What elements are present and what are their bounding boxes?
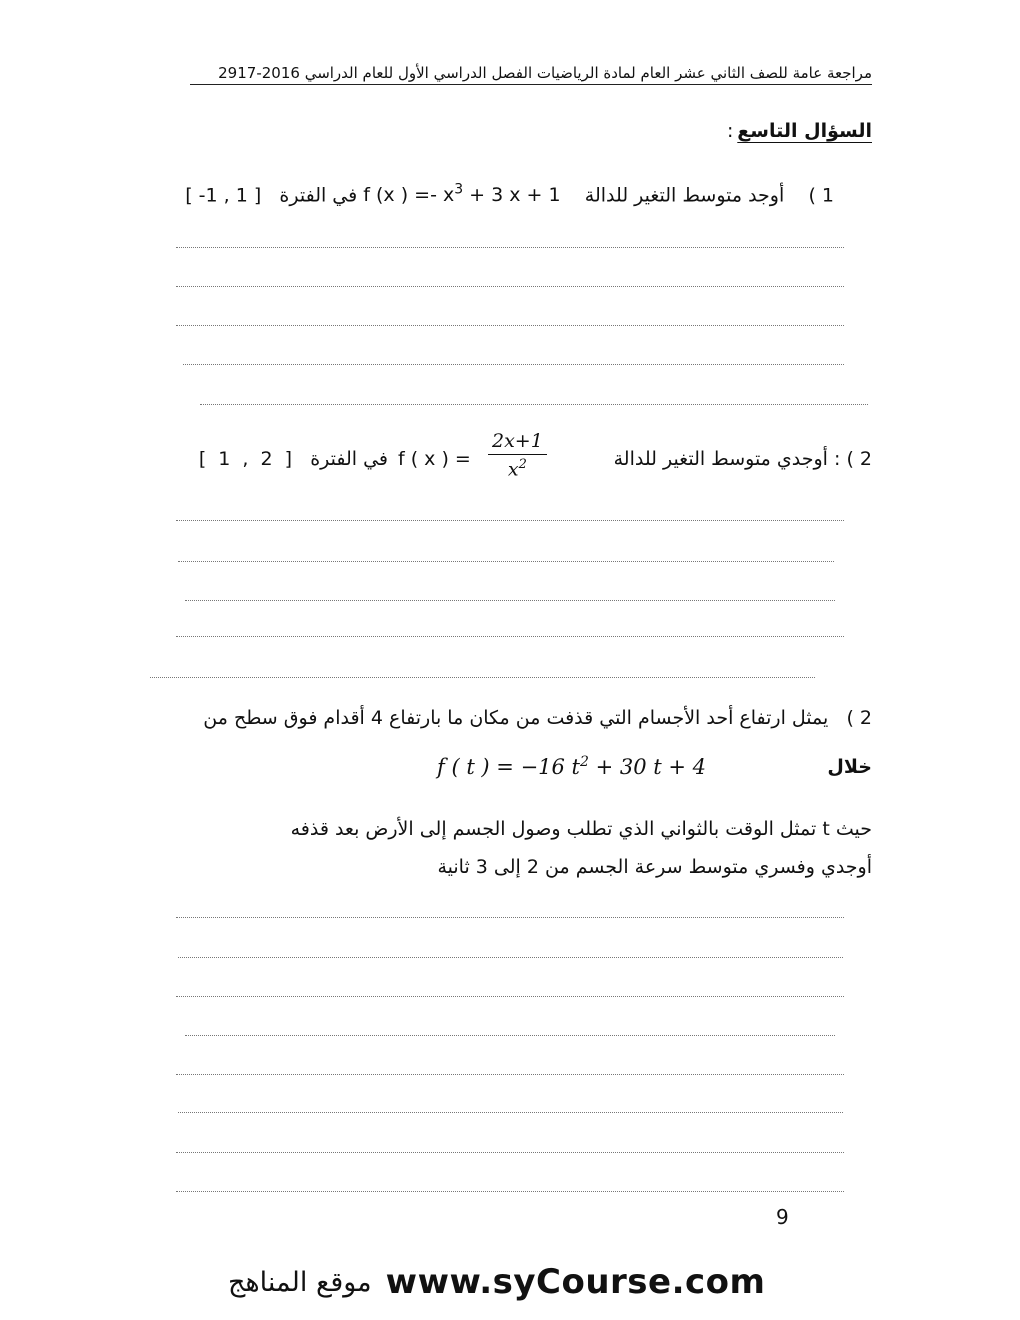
answer-line[interactable] [176,325,844,326]
answer-line[interactable] [185,1035,835,1036]
answer-line[interactable] [178,957,843,958]
q2-label [614,448,872,470]
q2-fraction-numerator: 2x+1 [488,430,547,455]
answer-line[interactable] [178,1112,843,1113]
q1-function: f (x ) =- $x^3 + 3$ x + 1 [363,182,561,207]
question-title: السؤال التاسع [737,120,872,142]
q2-interval-text: في الفترة [310,448,388,470]
q3-equation: f ( t ) = −16 $t^2 + 30$ t + 4 [437,754,707,779]
page-number: 9 [776,1205,789,1229]
question-colon: : [727,120,734,142]
q3-line4: أوجدي وفسري متوسط سرعة الجسم من 2 إلى 3 ثانية [437,856,872,878]
q1-interval-text: في الفترة [279,184,358,207]
answer-line[interactable] [176,1152,844,1153]
answer-line[interactable] [150,677,815,678]
q3-bold-word: خلال [827,756,872,778]
page-header: مراجعة عامة للصف الثاني عشر العام لمادة الرياضيات الفصل الدراسي الأول للعام الدراسي 2016-2917 [190,62,872,85]
answer-line[interactable] [176,1074,844,1075]
answer-line[interactable] [176,996,844,997]
q2-fraction [488,430,547,480]
q2-interval-row [199,448,388,470]
answer-line[interactable] [178,561,834,562]
q1-text: أوجد متوسط التغير للدالة [584,184,785,207]
q3-line1 [203,707,872,729]
q3-text: يمثل ارتفاع أحد الأجسام التي قذفت من مكان ما بارتفاع 4 أقدام فوق سطح من [203,707,829,729]
q1-interval: [ -1 , 1 ] [185,184,262,207]
q2-function-lhs: f ( x ) = [398,448,471,470]
q1-row [185,182,834,206]
q2-fraction-denominator: $x^2$ [507,457,527,481]
q3-line3: حيث t تمثل الوقت بالثواني الذي تطلب وصول الجسم إلى الأرض بعد قذفه [290,818,872,840]
footer-url[interactable]: www.syCourse.com [385,1262,766,1302]
answer-line[interactable] [176,286,844,287]
footer-label: موقع المناهج [228,1266,372,1298]
answer-line[interactable] [200,404,868,405]
answer-line[interactable] [176,917,844,918]
answer-line[interactable] [176,520,844,521]
footer-watermark [228,1262,765,1302]
answer-line[interactable] [185,600,835,601]
q2-text: أوجدي متوسط التغير للدالة [613,448,828,470]
q2-number: 2 ) : [834,448,872,470]
answer-line[interactable] [176,247,844,248]
answer-line[interactable] [176,1191,844,1192]
answer-line[interactable] [176,636,844,637]
q1-number: 1 ) [808,184,834,207]
q3-number: 2 ) [846,707,872,729]
q2-interval: [ 1 , 2 ] [198,448,293,470]
answer-line[interactable] [183,364,844,365]
